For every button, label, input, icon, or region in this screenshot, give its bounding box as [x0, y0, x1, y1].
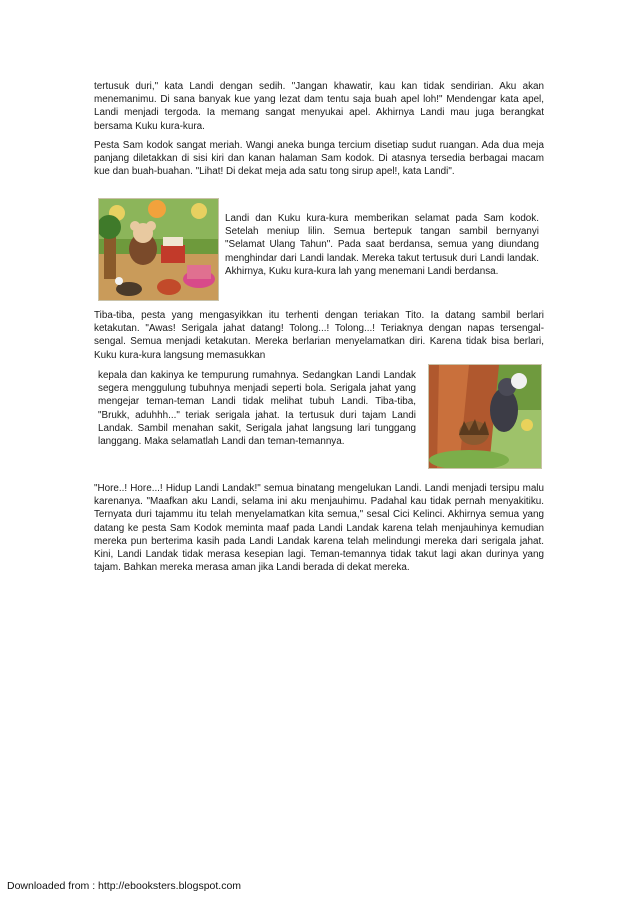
paragraph-5: kepala dan kakinya ke tempurung rumahnya. Sedangkan Landi Landak segera menggulung tubuhnya menjadi seperti bola. Serigala jahat yang mengejar teman-teman Landi tidak melihat tubuh Landi. Tiba-tiba, "Brukk, aduhhh..." teriak serigala jahat. Ia tertusuk duri tajam Landi Landak. Sambil menahan sakit, Serigala jahat langsung lari tunggang langgang. Maka selamatlah Landi dan teman-temannya.: [98, 370, 416, 448]
footer-source: Downloaded from : http://ebooksters.blogspot.com: [7, 880, 242, 892]
paragraph-3: Landi dan Kuku kura-kura memberikan selamat pada Sam kodok. Setelah meniup lilin. Semua bertepuk tangan sambil bernyanyi "Selamat Ulang Tahun". Pada saat berdansa, semua yang diundang menghindar dari Landi landak. Mereka takut tertusuk duri Landi landak. Akhirnya, Kuku kura-kura lah yang menemani Landi berdansa.: [225, 213, 539, 277]
paragraph-2: Pesta Sam kodok sangat meriah. Wangi aneka bunga tercium disetiap sudut ruangan. Ada dua meja panjang diletakkan di sisi kiri dan kanan halaman Sam kodok. Di atasnya tersedia berbagai macam kue dan buah-buahan. "Lihat! Di dekat meja ada satu tong sirup apel!, kata Landi".: [94, 140, 544, 178]
party-illustration: [98, 198, 219, 301]
hedgehog-wolf-illustration: [428, 364, 542, 469]
paragraph-4: Tiba-tiba, pesta yang mengasyikkan itu terhenti dengan teriakan Tito. Ia datang sambil berlari ketakutan. "Awas! Serigala jahat datang! Tolong...! Tolong...! Teriaknya dengan napas tersengal-sengal. Semua menjadi ketakutan. Mereka berlarian menyelamatkan diri. Karena tidak bisa berlari, Kuku kura-kura langsung memasukkan: [94, 310, 544, 361]
paragraph-1: tertusuk duri," kata Landi dengan sedih. "Jangan khawatir, kau kan tidak sendirian. Aku akan menemanimu. Di sana banyak kue yang lezat dam tentu saja buah apel loh!" Mendengar kata apel, Landi menjadi tergoda. Ia memang sangat menyukai apel. Akhirnya Landi mau juga berangkat bersama Kuku kura-kura.: [94, 81, 544, 132]
paragraph-6: "Hore..! Hore...! Hidup Landi Landak!" semua binatang mengelukan Landi. Landi menjadi tersipu malu karenanya. "Maafkan aku Landi, selama ini aku menjauhimu. Padahal kau tidak pernah menyakitiku. Ternyata duri tajammu itu telah menyelamatkan kita semua," sesal Cici Kelinci. Akhirnya semua yang datang ke pesta Sam Kodok meminta maaf pada Landi Landak karena telah menjauhinya kemudian mereka pun berterima kasih pada Landi Landak karena telah melindungi mereka dari serigala jahat. Kini, Landi Landak tidak merasa kesepian lagi. Teman-temannya tidak takut lagi akan durinya yang tajam. Bahkan mereka merasa aman jika Landi berada di dekat mereka.: [94, 483, 544, 574]
